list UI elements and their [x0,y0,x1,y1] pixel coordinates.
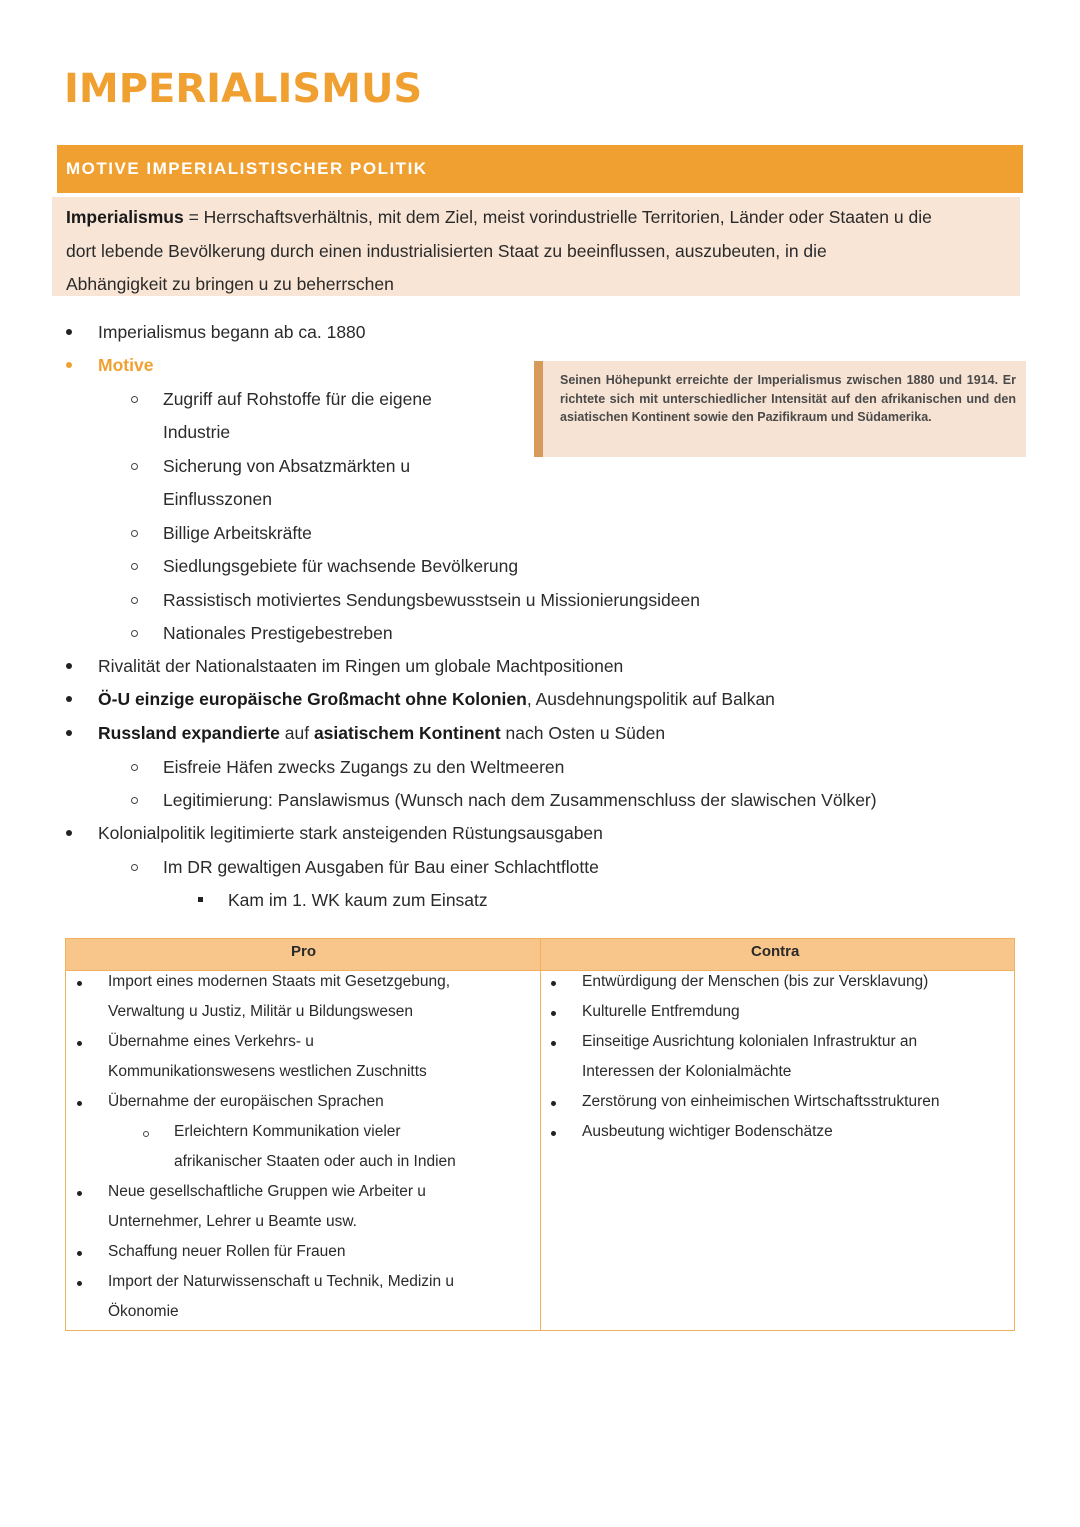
contra-item-4: Zerstörung von einheimischen Wirtschaftsstrukturen [582,1093,940,1110]
pro-item-2a: Übernahme eines Verkehrs- u [108,1033,314,1050]
definition-line-1 [66,201,1008,235]
bullet-icon [66,329,72,335]
square-bullet-icon [198,897,203,902]
definition-text-1: = Herrschaftsverhältnis, mit dem Ziel, meist vorindustrielle Territorien, Länder oder Staaten u die [183,207,932,227]
table-column-divider [540,939,541,1330]
bullet-icon [551,1011,556,1016]
bullet-icon [66,362,72,368]
bullet-icon [551,1041,556,1046]
motive-item-4: Siedlungsgebiete für wachsende Bevölkerung [163,556,519,576]
sub-bullet-icon [131,396,138,403]
bullet-russia [98,721,665,745]
bullet-colonial-policy: Kolonialpolitik legitimierte stark ansteigenden Rüstungsausgaben [98,823,603,843]
contra-item-3a: Einseitige Ausrichtung kolonialen Infrastruktur an [582,1033,918,1050]
bullet-icon [551,1101,556,1106]
bullet-icon [66,663,72,669]
sub-bullet-icon [143,1131,149,1137]
bullet-russia-mid: auf [279,723,314,743]
definition-line-3: Abhängigkeit zu bringen u zu beherrschen [66,274,394,294]
pro-item-4a: Neue gesellschaftliche Gruppen wie Arbeiter u [108,1183,426,1200]
bullet-icon [77,1251,82,1256]
russia-item-1: Eisfreie Häfen zwecks Zugangs zu den Weltmeeren [163,757,565,777]
motive-item-1a: Zugriff auf Rohstoffe für die eigene [163,389,432,409]
quote-box: Seinen Höhepunkt erreichte der Imperialismus zwischen 1880 und 1914. Er richtete sich mit unterschiedlicher Intensität auf den afrikanischen und den asiatischen Kontinent sowie den Pazifikraum und Südamerika. [534,361,1026,457]
bullet-icon [551,981,556,986]
pro-item-1b: Verwaltung u Justiz, Militär u Bildungswesen [108,1003,413,1020]
contra-item-1: Entwürdigung der Menschen (bis zur Versklavung) [582,973,929,990]
sub-bullet-icon [131,463,138,470]
motive-item-3: Billige Arbeitskräfte [163,523,312,543]
pro-item-3: Übernahme der europäischen Sprachen [108,1093,384,1110]
contra-item-3b: Interessen der Kolonialmächte [582,1063,792,1080]
sub-bullet-icon [131,563,138,570]
motive-item-2a: Sicherung von Absatzmärkten u [163,456,411,476]
motive-label: Motive [98,355,154,375]
colonial-item-1: Im DR gewaltigen Ausgaben für Bau einer Schlachtflotte [163,857,599,877]
pro-item-3-sub-b: afrikanischer Staaten oder auch in Indien [174,1153,456,1170]
contra-header: Contra [751,943,800,960]
sub-bullet-icon [131,630,138,637]
bullet-austria-bold: Ö-U einzige europäische Großmacht ohne Kolonien [98,689,527,709]
pro-header: Pro [291,943,317,960]
bullet-russia-bold-1: Russland expandierte [98,723,280,743]
contra-item-2: Kulturelle Entfremdung [582,1003,740,1020]
motive-item-6: Nationales Prestigebestreben [163,623,393,643]
bullet-icon [77,981,82,986]
pro-item-2b: Kommunikationswesens westlichen Zuschnitts [108,1063,427,1080]
bullet-icon [66,696,72,702]
bullet-icon [77,1281,82,1286]
bullet-icon [77,1101,82,1106]
sub-bullet-icon [131,597,138,604]
bullet-start-year: Imperialismus begann ab ca. 1880 [98,322,366,342]
definition-line-2: dort lebende Bevölkerung durch einen industrialisierten Staat zu beeinflussen, auszubeuten, in die [66,240,827,261]
bullet-rivalry: Rivalität der Nationalstaaten im Ringen um globale Machtpositionen [98,656,624,676]
pro-item-1a: Import eines modernen Staats mit Gesetzgebung, [108,973,451,990]
page-title: IMPERIALISMUS [64,66,423,112]
pro-item-5: Schaffung neuer Rollen für Frauen [108,1243,346,1260]
bullet-austria-rest: , Ausdehnungspolitik auf Balkan [526,689,775,709]
definition-term: Imperialismus [66,207,184,227]
sub-bullet-icon [131,797,138,804]
motive-item-5: Rassistisch motiviertes Sendungsbewusstsein u Missionierungsideen [163,590,700,610]
colonial-item-2: Kam im 1. WK kaum zum Einsatz [228,890,488,910]
motive-item-2b: Einflusszonen [163,489,272,509]
russia-item-2: Legitimierung: Panslawismus (Wunsch nach dem Zusammenschluss der slawischen Völker) [163,790,877,810]
bullet-icon [77,1191,82,1196]
motive-item-1b: Industrie [163,422,231,442]
definition-box [52,197,1020,296]
bullet-austria [98,687,775,711]
pro-item-6b: Ökonomie [108,1303,179,1320]
bullet-icon [551,1131,556,1136]
section-header [57,145,1023,193]
bullet-icon [66,730,72,736]
bullet-icon [66,830,72,836]
section-header-label: MOTIVE IMPERIALISTISCHER POLITIK [66,159,428,178]
sub-bullet-icon [131,530,138,537]
pro-item-4b: Unternehmer, Lehrer u Beamte usw. [108,1213,357,1230]
sub-bullet-icon [131,764,138,771]
bullet-icon [77,1041,82,1046]
bullet-russia-rest: nach Osten u Süden [500,723,666,743]
pro-contra-table [65,938,1015,1331]
sub-bullet-icon [131,864,138,871]
pro-item-3-sub-a: Erleichtern Kommunikation vieler [174,1123,401,1140]
contra-item-5: Ausbeutung wichtiger Bodenschätze [582,1123,833,1140]
bullet-russia-bold-2: asiatischem Kontinent [313,723,501,743]
pro-item-6a: Import der Naturwissenschaft u Technik, Medizin u [108,1273,455,1290]
